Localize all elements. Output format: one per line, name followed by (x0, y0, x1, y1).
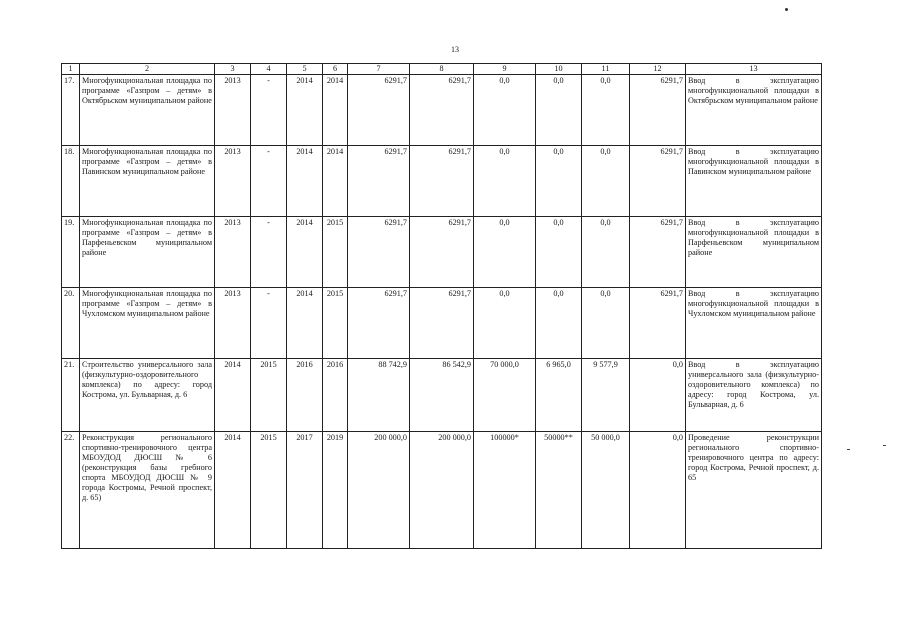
col11-value: 0,0 (582, 75, 630, 146)
row-number: 18. (62, 146, 80, 217)
col6-value: 2019 (323, 432, 348, 549)
expected-result: Ввод в эксплуатацию многофункциональной площадки в Октябрьском муниципальном районе (686, 75, 822, 146)
col10-value: 50000** (536, 432, 582, 549)
col9-value: 0,0 (474, 288, 536, 359)
col9-value: 0,0 (474, 146, 536, 217)
col3-value: 2014 (215, 359, 251, 432)
object-name: Многофункциональная площадка по программе «Газпром – детям» в Октябрьском муниципальном районе (80, 75, 215, 146)
col6-value: 2016 (323, 359, 348, 432)
header-cell: 4 (251, 64, 287, 75)
expected-result: Ввод в эксплуатацию универсального зала (физкультурно-оздоровительного комплекса) по адресу: город Кострома, ул. Бульварная, д. 6 (686, 359, 822, 432)
col12-value: 0,0 (630, 432, 686, 549)
header-cell: 7 (348, 64, 410, 75)
object-name: Строительство универсального зала (физкультурно-оздоровительного комплекса) по адресу: город Кострома, ул. Бульварная, д. 6 (80, 359, 215, 432)
col4-value: - (251, 288, 287, 359)
table-body (62, 64, 822, 549)
header-cell: 6 (323, 64, 348, 75)
table-row (62, 146, 822, 217)
col6-value: 2014 (323, 146, 348, 217)
scan-speck (847, 449, 850, 450)
col10-value: 6 965,0 (536, 359, 582, 432)
col8-value: 6291,7 (410, 217, 474, 288)
col12-value: 0,0 (630, 359, 686, 432)
scan-speck (883, 445, 886, 446)
col4-value: - (251, 146, 287, 217)
col3-value: 2013 (215, 288, 251, 359)
col12-value: 6291,7 (630, 288, 686, 359)
col6-value: 2015 (323, 288, 348, 359)
program-table (61, 63, 822, 549)
col4-value: - (251, 75, 287, 146)
col8-value: 200 000,0 (410, 432, 474, 549)
col7-value: 6291,7 (348, 288, 410, 359)
page-number: 13 (451, 45, 459, 54)
col5-value: 2014 (287, 217, 323, 288)
header-cell: 5 (287, 64, 323, 75)
col10-value: 0,0 (536, 288, 582, 359)
col10-value: 0,0 (536, 146, 582, 217)
col3-value: 2013 (215, 217, 251, 288)
table-row (62, 217, 822, 288)
row-number: 21. (62, 359, 80, 432)
row-number: 19. (62, 217, 80, 288)
header-cell: 11 (582, 64, 630, 75)
col3-value: 2013 (215, 146, 251, 217)
col7-value: 88 742,9 (348, 359, 410, 432)
col5-value: 2014 (287, 288, 323, 359)
col5-value: 2017 (287, 432, 323, 549)
col11-value: 50 000,0 (582, 432, 630, 549)
object-name: Многофункциональная площадка по программе «Газпром – детям» в Парфеньевском муниципальном районе (80, 217, 215, 288)
col10-value: 0,0 (536, 75, 582, 146)
table-row (62, 359, 822, 432)
col11-value: 0,0 (582, 288, 630, 359)
col7-value: 6291,7 (348, 146, 410, 217)
table-row (62, 288, 822, 359)
row-number: 20. (62, 288, 80, 359)
col7-value: 6291,7 (348, 75, 410, 146)
col6-value: 2015 (323, 217, 348, 288)
col8-value: 6291,7 (410, 146, 474, 217)
expected-result: Ввод в эксплуатацию многофункциональной площадки в Чухломском муниципальном районе (686, 288, 822, 359)
col11-value: 9 577,9 (582, 359, 630, 432)
header-cell: 9 (474, 64, 536, 75)
header-cell: 3 (215, 64, 251, 75)
object-name: Многофункциональная площадка по программе «Газпром – детям» в Чухломском муниципальном районе (80, 288, 215, 359)
col11-value: 0,0 (582, 217, 630, 288)
col5-value: 2014 (287, 146, 323, 217)
header-cell: 1 (62, 64, 80, 75)
expected-result: Ввод в эксплуатацию многофункциональной площадки в Павинском муниципальном районе (686, 146, 822, 217)
col6-value: 2014 (323, 75, 348, 146)
col7-value: 6291,7 (348, 217, 410, 288)
row-number: 17. (62, 75, 80, 146)
header-cell: 2 (80, 64, 215, 75)
header-cell: 10 (536, 64, 582, 75)
col12-value: 6291,7 (630, 75, 686, 146)
col8-value: 6291,7 (410, 75, 474, 146)
col8-value: 86 542,9 (410, 359, 474, 432)
col11-value: 0,0 (582, 146, 630, 217)
object-name: Реконструкция регионального спортивно-тренировочного центра МБОУДОД ДЮСШ № 6 (реконструкция базы гребного спорта МБОУДОД ДЮСШ № 9 города Костромы, Речной проспект, д. 65) (80, 432, 215, 549)
col5-value: 2014 (287, 75, 323, 146)
table-row (62, 75, 822, 146)
col9-value: 0,0 (474, 75, 536, 146)
col10-value: 0,0 (536, 217, 582, 288)
col8-value: 6291,7 (410, 288, 474, 359)
expected-result: Проведение реконструкции регионального спортивно-тренировочного центра по адресу: город Кострома, Речной проспект, д. 65 (686, 432, 822, 549)
col4-value: 2015 (251, 359, 287, 432)
col4-value: - (251, 217, 287, 288)
col9-value: 100000* (474, 432, 536, 549)
col9-value: 70 000,0 (474, 359, 536, 432)
col7-value: 200 000,0 (348, 432, 410, 549)
table-row (62, 432, 822, 549)
col12-value: 6291,7 (630, 217, 686, 288)
header-cell: 12 (630, 64, 686, 75)
col9-value: 0,0 (474, 217, 536, 288)
header-row (62, 64, 822, 75)
object-name: Многофункциональная площадка по программе «Газпром – детям» в Павинском муниципальном районе (80, 146, 215, 217)
row-number: 22. (62, 432, 80, 549)
col3-value: 2014 (215, 432, 251, 549)
header-cell: 8 (410, 64, 474, 75)
col4-value: 2015 (251, 432, 287, 549)
col3-value: 2013 (215, 75, 251, 146)
header-cell: 13 (686, 64, 822, 75)
col5-value: 2016 (287, 359, 323, 432)
col12-value: 6291,7 (630, 146, 686, 217)
corner-mark (785, 8, 788, 11)
expected-result: Ввод в эксплуатацию многофункциональной площадки в Парфеньевском муниципальном районе (686, 217, 822, 288)
